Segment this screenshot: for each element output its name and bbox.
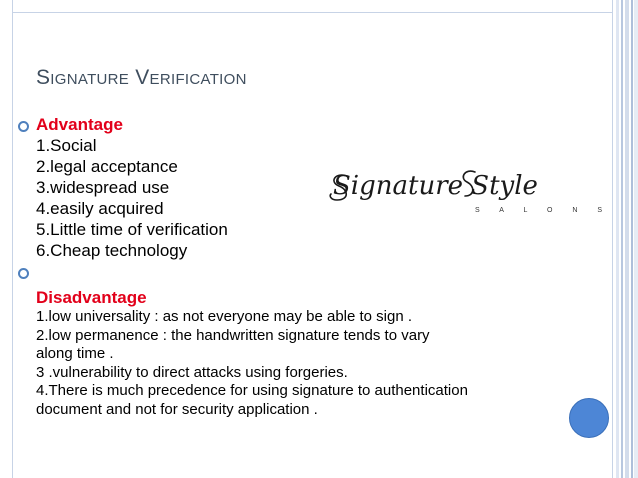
- disadvantage-item: 1.low universality : as not everyone may be able to sign .: [36, 308, 413, 325]
- disadvantage-block: [36, 287, 576, 419]
- signature-style-logo: [325, 158, 612, 218]
- slide-title: Signature Verification: [36, 66, 247, 89]
- decorative-stripe: [625, 0, 629, 478]
- decorative-stripe: [616, 0, 619, 478]
- decorative-stripe: [631, 0, 633, 478]
- advantage-item: 2.legal acceptance: [36, 157, 178, 176]
- decorative-circle: [569, 398, 609, 438]
- advantage-heading: Advantage: [36, 115, 123, 134]
- disadvantage-item: along time .: [36, 345, 114, 362]
- advantage-block: [36, 114, 228, 261]
- advantage-item: 3.widespread use: [36, 178, 170, 197]
- bullet-circle-icon: [18, 121, 29, 132]
- disadvantage-heading: Disadvantage: [36, 288, 147, 307]
- logo-sub-text: S A L O N S: [475, 207, 612, 214]
- frame-line-left: [12, 0, 13, 478]
- decorative-stripe: [621, 0, 623, 478]
- advantage-item: 5.Little time of verification: [36, 220, 228, 239]
- advantage-item: 4.easily acquired: [36, 199, 164, 218]
- frame-line-top: [12, 12, 612, 13]
- disadvantage-item: 3 .vulnerability to direct attacks using forgeries.: [36, 363, 348, 381]
- disadvantage-item: 2.low permanence : the handwritten signature tends to vary: [36, 326, 430, 344]
- advantage-item: 6.Cheap technology: [36, 241, 188, 260]
- disadvantage-item: document and not for security application .: [36, 400, 318, 418]
- disadvantage-item: 4.There is much precedence for using signature to authentication: [36, 382, 468, 399]
- bullet-circle-icon: [18, 268, 29, 279]
- frame-line-right: [612, 0, 613, 478]
- decorative-stripe: [634, 0, 638, 478]
- advantage-item: 1.Social: [36, 136, 97, 155]
- logo-script-text: Signature Style: [333, 171, 538, 201]
